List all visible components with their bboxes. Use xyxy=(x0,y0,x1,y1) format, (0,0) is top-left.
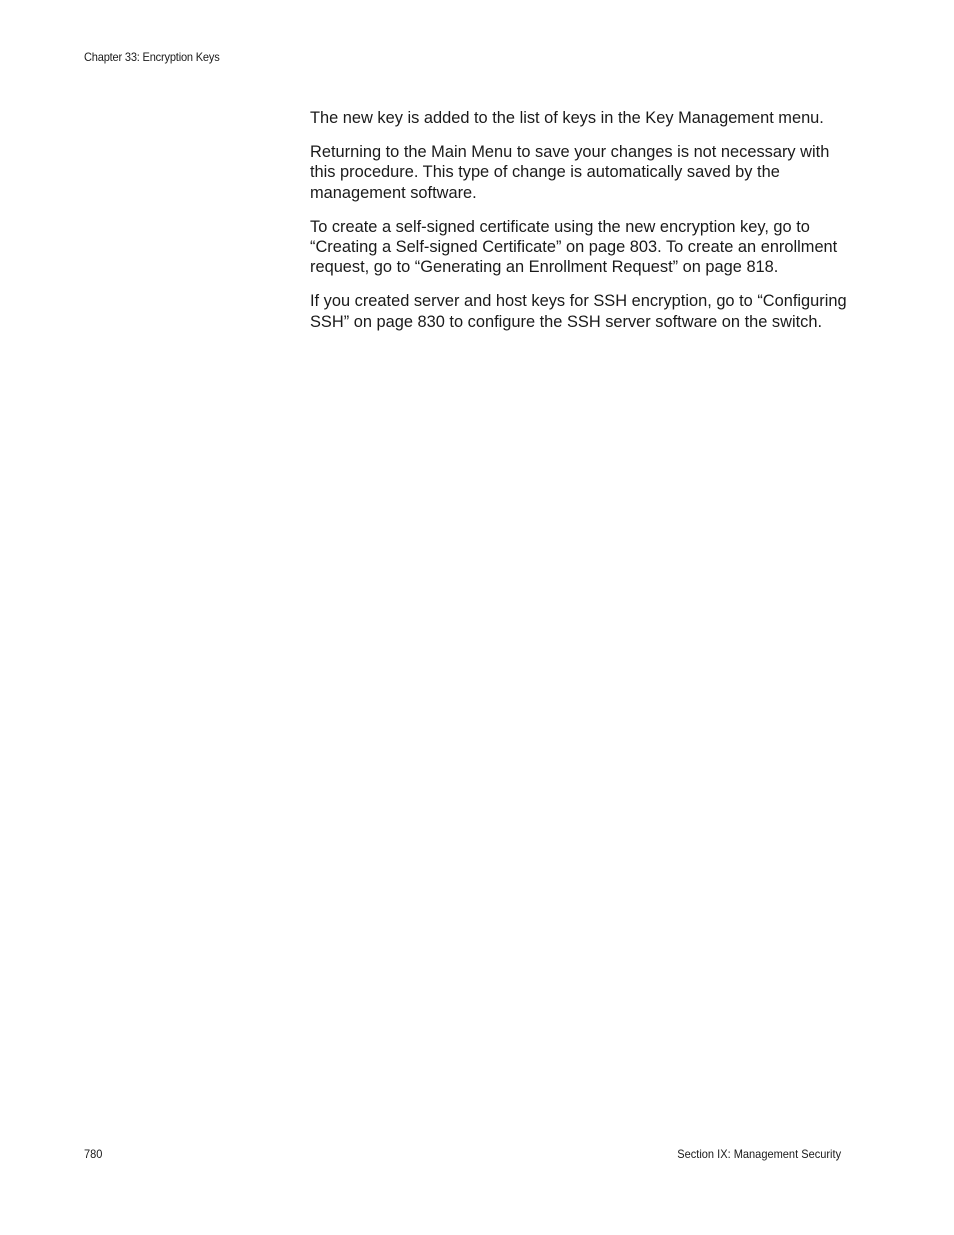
paragraph-certificate-reference: To create a self-signed certificate using the new encryption key, go to “Creating a Self-signed Certificate” on page 803. To create an enrollment request, go to “Generating an Enrollment Request” on page 818. xyxy=(310,217,838,277)
section-title: Section IX: Management Security xyxy=(677,1147,841,1161)
paragraph-save-note: Returning to the Main Menu to save your changes is not necessary with this procedure. This type of change is automatically saved by the management software. xyxy=(310,143,830,202)
paragraph-key-added: The new key is added to the list of keys in the Key Management menu. xyxy=(310,109,824,127)
page-number: 780 xyxy=(84,1147,103,1161)
running-header: Chapter 33: Encryption Keys xyxy=(84,50,220,64)
body-text xyxy=(310,108,850,346)
paragraph-ssh-reference: If you created server and host keys for SSH encryption, go to “Configuring SSH” on page 830 to configure the SSH server software on the switch. xyxy=(310,292,847,331)
